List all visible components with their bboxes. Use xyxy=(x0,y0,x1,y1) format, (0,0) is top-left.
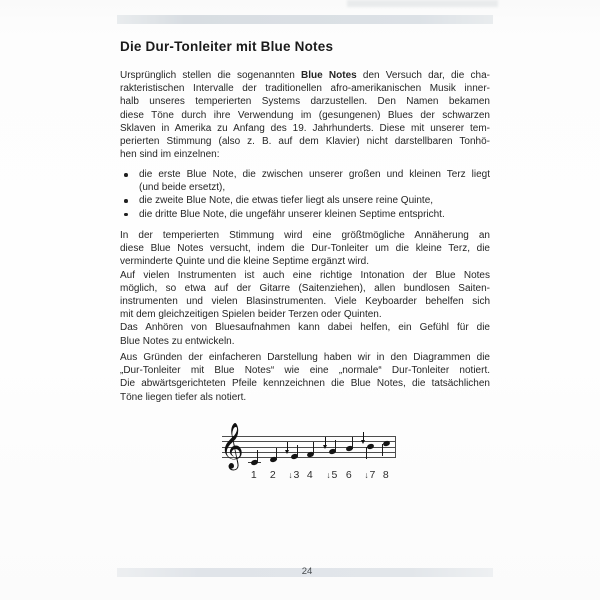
text-line xyxy=(139,194,490,207)
note-stem xyxy=(297,445,298,457)
paragraph-intro xyxy=(120,69,490,161)
paragraph-instrumente xyxy=(120,269,490,322)
paragraph-temperierte-stimmung xyxy=(120,229,490,269)
note-stem xyxy=(352,437,353,449)
text-line xyxy=(120,321,490,334)
text-line xyxy=(120,295,490,308)
scale-degree-label: ↓5 xyxy=(326,469,338,481)
text-line xyxy=(120,109,490,122)
text-line xyxy=(120,269,490,282)
text-segment: die erste Blue Note, die zwischen unserer großen und kleinen Terz liegt xyxy=(139,169,490,180)
text-line xyxy=(120,95,490,108)
scale-degree-label: ↓7 xyxy=(364,469,376,481)
bullet-text xyxy=(139,194,490,207)
text-segment: Aus Gründen der einfacheren Darstellung haben wir in den Diagrammen die xyxy=(120,352,490,363)
text-segment: Sklaven in Amerika zu Anfang des 19. Jahrhunderts. Diese mit unserer tem- xyxy=(120,122,490,134)
bullet-text xyxy=(139,168,490,194)
decorative-band-top xyxy=(117,15,493,24)
text-segment: diese Töne durch ihre Verwendung im (gesungenen) Blues der schwarzen xyxy=(120,109,490,121)
text-segment: Ursprünglich stellen die sogenannten xyxy=(120,70,302,81)
list-item xyxy=(120,168,490,194)
text-line xyxy=(120,335,490,348)
text-line xyxy=(120,255,490,268)
bullet-icon xyxy=(120,168,139,194)
scale-degree-numbers xyxy=(222,469,396,483)
down-arrow-icon xyxy=(361,440,365,444)
text-segment: mit dem gleichzeitigen Spielen beider Terzen oder Quinten. xyxy=(120,309,382,321)
text-segment: hen sind im einzelnen: xyxy=(120,149,220,161)
down-arrow-icon xyxy=(325,437,326,445)
list-item xyxy=(120,208,490,221)
down-arrow-icon: ↓ xyxy=(364,469,369,480)
bullet-icon xyxy=(120,208,139,221)
text-segment: diese Blue Notes versucht, indem die Dur-Tonleiter um die kleine Terz, die xyxy=(120,243,490,255)
page-number: 24 xyxy=(301,566,313,577)
text-segment: Die abwärtsgerichteten Pfeile kennzeichnen die Blue Notes, die tatsächlichen xyxy=(120,378,490,390)
staff-line xyxy=(222,441,396,442)
scale-degree-label: 4 xyxy=(306,469,314,481)
text-segment: halb unseres temperierten Systems darzustellen. Den Namen bekamen xyxy=(120,96,490,108)
text-segment: die dritte Blue Note, die ungefähr unserer kleinen Septime entspricht. xyxy=(139,208,445,220)
bold-text: Blue Notes xyxy=(301,70,357,81)
text-line xyxy=(120,69,490,82)
text-segment: (und beide ersetzt), xyxy=(139,182,226,194)
down-arrow-icon xyxy=(287,442,288,450)
note-stem xyxy=(257,450,258,462)
text-line xyxy=(120,391,490,404)
page-top-edge-shadow xyxy=(347,0,498,7)
text-segment: In der temperierten Stimmung wird eine größtmögliche Annäherung an xyxy=(120,230,490,241)
scale-degree-label: 1 xyxy=(250,469,258,481)
text-line xyxy=(120,282,490,295)
paragraph-bluesaufnahmen xyxy=(120,321,490,347)
bullet-text xyxy=(139,208,490,221)
note-stem xyxy=(313,442,314,454)
text-segment: perierten Stimmung (also z. B. auf dem Klavier) nicht darstellbaren Tonhö- xyxy=(120,136,490,148)
note-stem xyxy=(366,447,367,459)
text-segment: Töne liegen tiefer als notiert. xyxy=(120,391,247,403)
text-segment: instrumenten und vielen Blasinstrumenten. Viele Keyboarder behelfen sich xyxy=(120,296,490,307)
scale-degree-label: 8 xyxy=(382,469,390,481)
text-line xyxy=(120,122,490,135)
text-segment: verminderte Quinte und die kleine Septime ergänzt wird. xyxy=(120,256,370,268)
paragraph-diagramme xyxy=(120,351,490,404)
text-segment: Blue Notes zu entwickeln. xyxy=(120,335,235,347)
bullet-list xyxy=(120,168,490,221)
note-stem xyxy=(276,448,277,460)
page-title: Die Dur-Tonleiter mit Blue Notes xyxy=(120,39,334,54)
music-staff xyxy=(220,423,396,469)
scale-degree-label: 6 xyxy=(345,469,353,481)
text-line xyxy=(120,242,490,255)
text-line xyxy=(120,135,490,148)
text-segment: rakteristischen Intervalle der traditionellen afro-amerikanischen Musik inner- xyxy=(120,83,490,95)
text-line xyxy=(139,181,490,194)
text-segment: die zweite Blue Note, die etwas tiefer liegt als unsere reine Quinte, xyxy=(139,195,434,207)
list-item xyxy=(120,194,490,207)
down-arrow-icon: ↓ xyxy=(288,469,293,480)
text-segment: den Versuch dar, die cha- xyxy=(356,70,490,81)
treble-clef-icon: 𝄞 xyxy=(220,423,244,469)
text-line xyxy=(120,364,490,377)
note-stem xyxy=(382,444,383,456)
text-line xyxy=(120,229,490,242)
text-line xyxy=(120,308,490,321)
text-segment: „Dur-Tonleiter mit Blue Notes“ wie eine „normale“ Dur-Tonleiter notiert. xyxy=(120,365,490,377)
down-arrow-icon: ↓ xyxy=(326,469,331,480)
text-segment: Auf vielen Instrumenten ist auch eine richtige Intonation der Blue Notes xyxy=(120,269,490,281)
text-line xyxy=(120,148,490,161)
text-line xyxy=(139,208,490,221)
end-barline xyxy=(395,436,396,458)
down-arrow-icon xyxy=(363,432,364,440)
scale-degree-label: 2 xyxy=(269,469,277,481)
down-arrow-icon xyxy=(285,450,289,454)
bullet-icon xyxy=(120,194,139,207)
text-segment: möglich, so etwa auf der Gitarre (Saitenziehen), allen bundlosen Saiten- xyxy=(120,282,490,294)
staff-line xyxy=(222,436,396,437)
note-stem xyxy=(335,440,336,452)
down-arrow-icon xyxy=(323,445,327,449)
text-line xyxy=(120,377,490,390)
text-line xyxy=(139,168,490,181)
text-segment: Das Anhören von Bluesaufnahmen kann dabei helfen, ein Gefühl für die xyxy=(120,322,490,334)
text-line xyxy=(120,82,490,95)
text-line xyxy=(120,351,490,364)
scale-degree-label: ↓3 xyxy=(288,469,300,481)
